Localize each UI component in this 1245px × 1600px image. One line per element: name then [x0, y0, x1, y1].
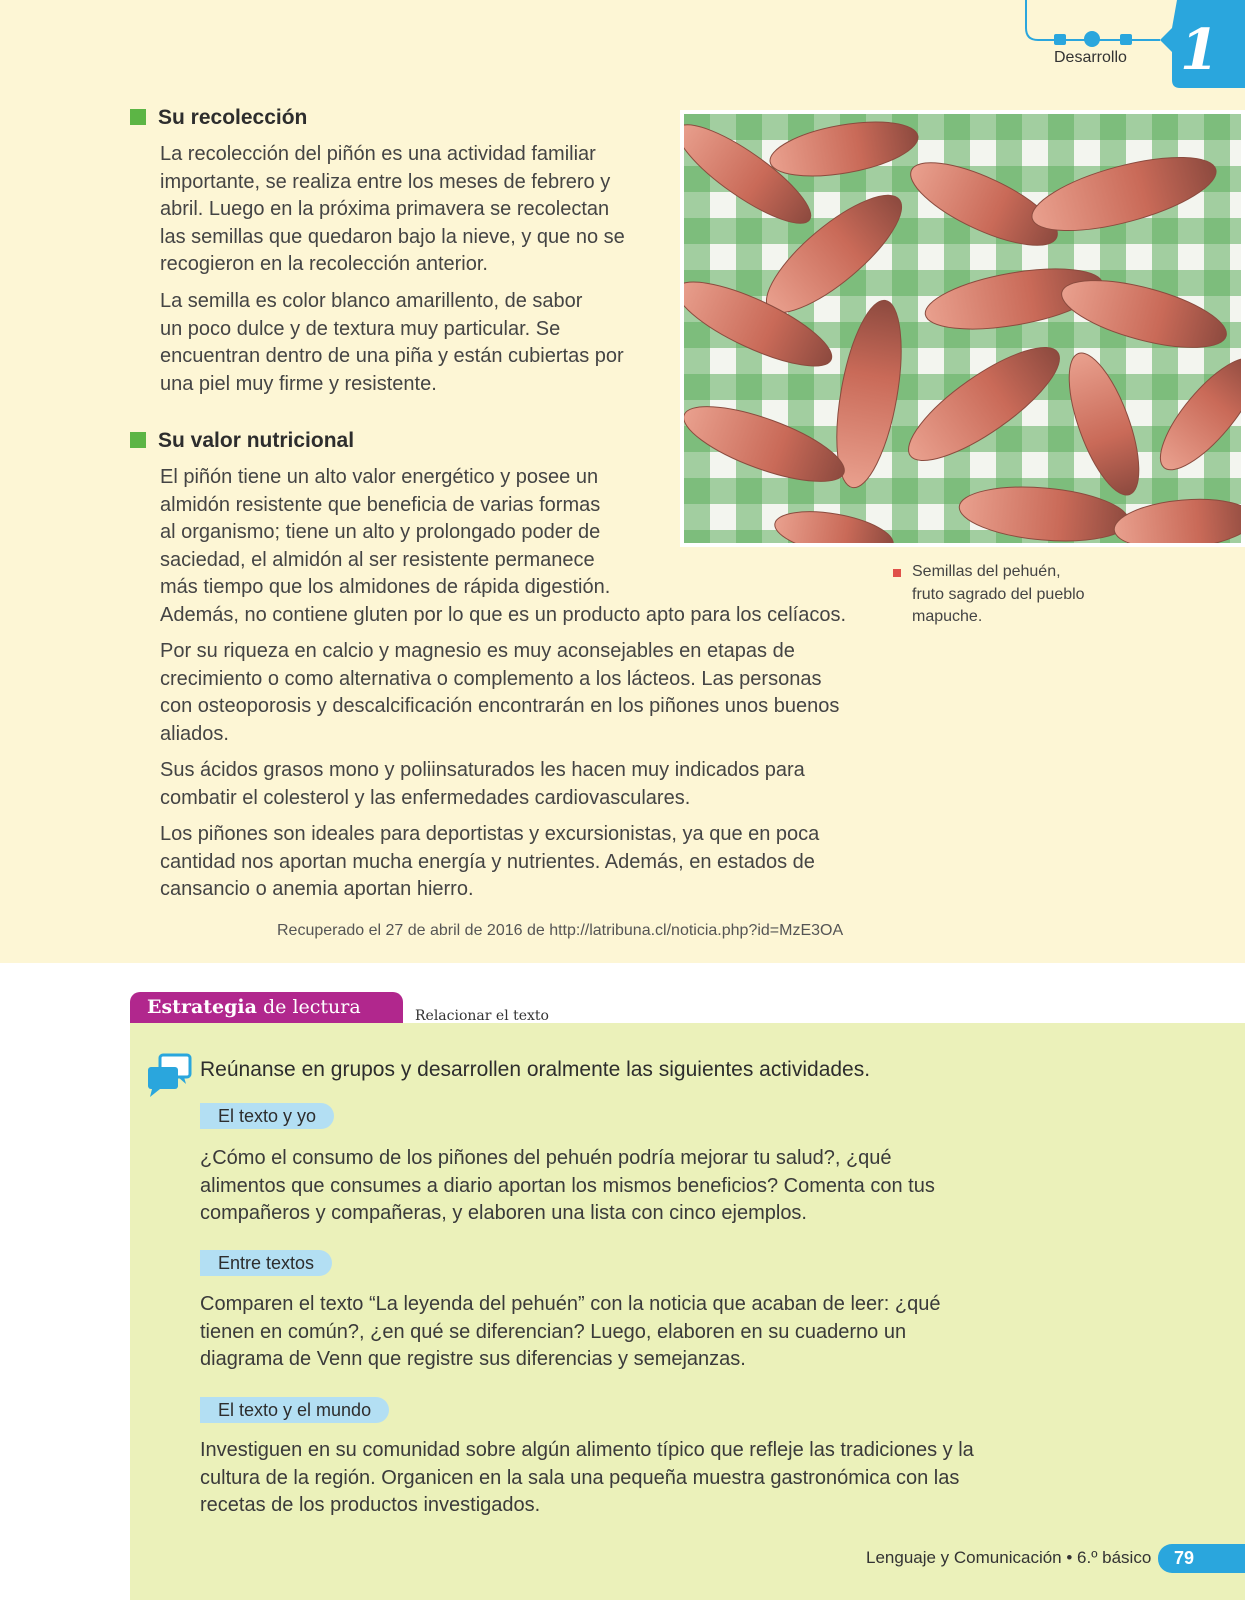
paragraph: Por su riqueza en calcio y magnesio es muy aconsejables en etapas de crecimiento o como alternativa o complemento a los lácteos. Las personas con osteoporosis y descalcificación encontrarán en los piñones unos buenos aliados.	[160, 640, 840, 745]
activity-text: Investiguen en su comunidad sobre algún alimento típico que refleje las tradiciones y la cultura de la región. Organicen en la sala una pequeña muestra gastronómica con las recetas de los productos investigados.	[200, 1439, 974, 1516]
activity-label: Entre textos	[200, 1250, 332, 1276]
paragraph: Sus ácidos grasos mono y poliinsaturados les hacen muy indicados para combatir el colesterol y las enfermedades cardiovasculares.	[160, 759, 805, 809]
photo-caption: Semillas del pehuén, fruto sagrado del pueblo mapuche.	[912, 561, 1142, 629]
caption-bullet-icon	[893, 569, 901, 577]
page-number: 79	[1158, 1544, 1245, 1573]
paragraph: El piñón tiene un alto valor energético y posee un almidón resistente que beneficia de varias formas al organismo; tiene un alto y prolongado poder de saciedad, el almidón al ser resistente permanece más tiempo que los almidones de rápida digestión. Además, no contiene gluten por lo que es un producto apto para los celíacos.	[160, 466, 847, 626]
paragraph: La semilla es color blanco amarillento, de sabor un poco dulce y de textura muy particular. Se encuentran dentro de una piña y están cubiertas por una piel muy firme y resistente.	[160, 290, 624, 395]
instruction-text: Reúnanse en grupos y desarrollen oralmente las siguientes actividades.	[200, 1058, 871, 1081]
section-label: Desarrollo	[1054, 49, 1127, 66]
unit-number: 1	[1180, 17, 1219, 83]
strategy-subtitle: Relacionar el texto	[415, 1008, 549, 1024]
heading-valor-nutricional: Su valor nutricional	[130, 429, 354, 453]
unit-tab-decoration	[0, 0, 1245, 95]
activity-label: El texto y el mundo	[200, 1397, 389, 1423]
chat-bubbles-icon	[146, 1053, 192, 1097]
footer-book-title: Lenguaje y Comunicación • 6.º básico	[866, 1548, 1152, 1567]
green-bullet-icon	[130, 432, 146, 448]
activity-label: El texto y yo	[200, 1103, 334, 1129]
paragraph: Los piñones son ideales para deportistas y excursionistas, ya que en poca cantidad nos aportan mucha energía y nutrientes. Además, en estados de cansancio o anemia aportan hierro.	[160, 823, 820, 900]
source-citation: Recuperado el 27 de abril de 2016 de http://latribuna.cl/noticia.php?id=MzE3OA	[277, 922, 844, 939]
strategy-tab: Estrategia de lectura	[130, 992, 403, 1023]
activity-text: Comparen el texto “La leyenda del pehuén” con la noticia que acaban de leer: ¿qué tienen en común?, ¿en qué se diferencian? Luego, elaboren en su cuaderno un diagrama de Venn que registre sus diferencias y semejanzas.	[200, 1293, 941, 1370]
heading-recoleccion: Su recolección	[130, 106, 307, 130]
pine-nuts-photo	[680, 110, 1245, 547]
green-bullet-icon	[130, 109, 146, 125]
activity-text: ¿Cómo el consumo de los piñones del pehuén podría mejorar tu salud?, ¿qué alimentos que consumes a diario aportan los mismos beneficios? Comenta con tus compañeros y compañeras, y elaboren una lista con cinco ejemplos.	[200, 1147, 935, 1224]
paragraph: La recolección del piñón es una actividad familiar importante, se realiza entre los meses de febrero y abril. Luego en la próxima primavera se recolectan las semillas que quedaron bajo la nieve, y que no se recogieron en la recolección anterior.	[160, 143, 625, 275]
